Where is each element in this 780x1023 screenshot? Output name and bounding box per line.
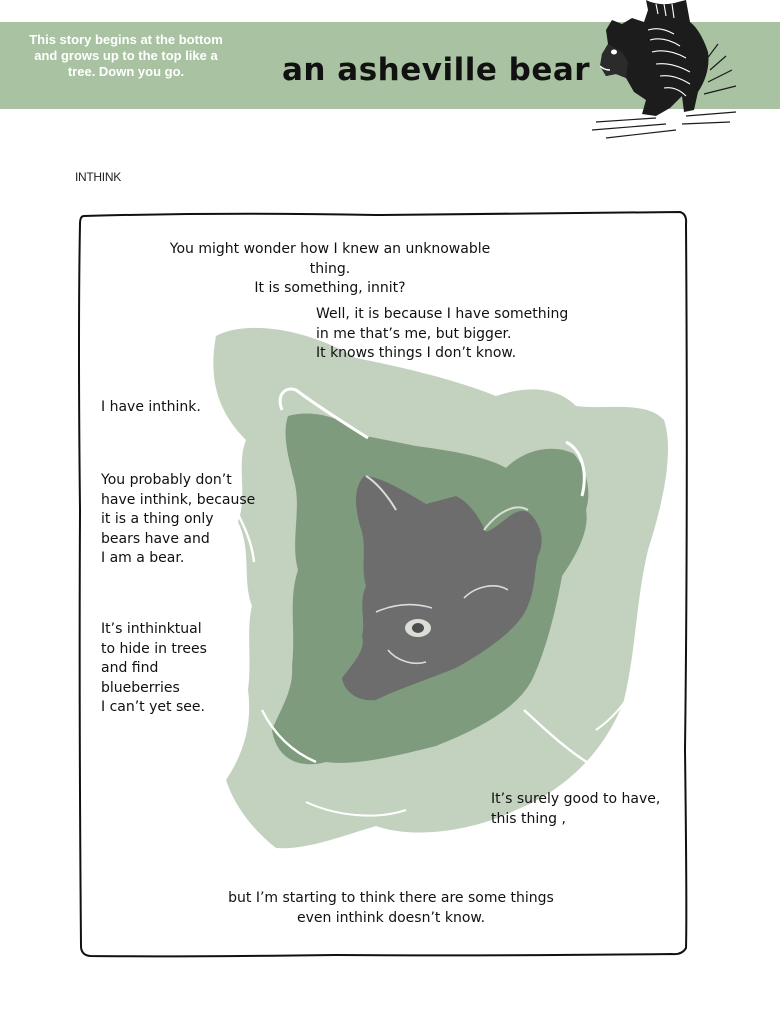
- story-paragraph-6: It’s surely good to have, this thing ,: [491, 791, 661, 827]
- story-paragraph-2: Well, it is because I have something in me that’s me, but bigger. It knows things I don’t know.: [316, 306, 569, 361]
- section-title: INTHINK: [75, 170, 121, 184]
- story-paragraph-5: It’s inthinktual to hide in trees and find blueberries I can’t yet see.: [101, 621, 207, 715]
- story-paragraph-3: I have inthink.: [101, 399, 201, 415]
- brand-title: an asheville bear: [282, 52, 591, 88]
- story-paragraph-4: You probably don’t have inthink, because it is a thing only bears have and I am a bear.: [101, 472, 256, 566]
- bear-woodcut-icon: [586, 0, 750, 148]
- story-paragraph-7: but I’m starting to think there are some things even inthink doesn’t know.: [228, 890, 554, 926]
- tagline: This story begins at the bottom and grows up to the top like a tree. Down you go.: [29, 32, 223, 79]
- story-paragraph-1: You might wonder how I knew an unknowable thing. It is something, innit?: [169, 241, 491, 296]
- story-panel: [76, 210, 692, 958]
